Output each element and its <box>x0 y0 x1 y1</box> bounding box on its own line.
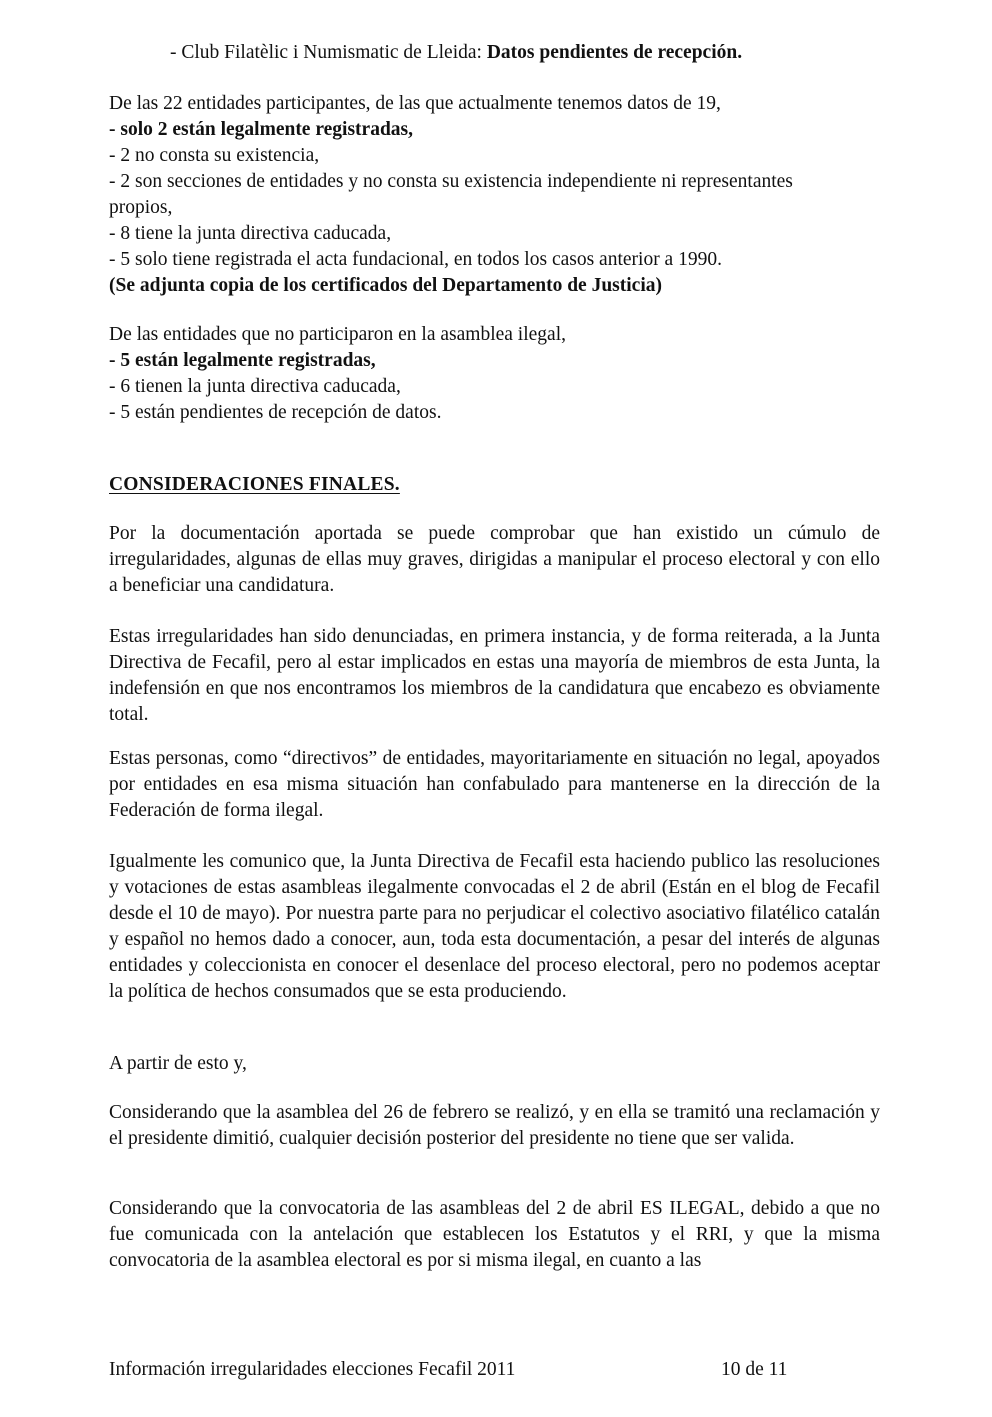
paragraph: Considerando que la convocatoria de las asambleas del 2 de abril ES ILEGAL, debido a que no fue comunicada con la antelación que establecen los Estatutos y el RRI, y que la misma convocatoria de la asamblea electoral es por si misma ilegal, en cuanto a las <box>109 1198 880 1271</box>
section1-note: (Se adjunta copia de los certificados del Departamento de Justicia) <box>109 275 662 296</box>
section1-item: - 2 no consta su existencia, <box>109 145 320 166</box>
section1-item: - 8 tiene la junta directiva caducada, <box>109 223 392 244</box>
section1-intro: De las 22 entidades participantes, de las que actualmente tenemos datos de 19, <box>109 93 721 114</box>
top-line-prefix: - Club Filatèlic i Numismatic de Lleida: <box>170 42 487 63</box>
paragraph: Estas irregularidades han sido denunciadas, en primera instancia, y de forma reiterada, a la Junta Directiva de Fecafil, pero al estar implicados en estas una mayoría de miembros de esta Junta, la indefensión en que nos encontramos los miembros de la candidatura que encabezo es obviamente total. <box>109 626 880 725</box>
paragraph: Por la documentación aportada se puede comprobar que han existido un cúmulo de irregularidades, algunas de ellas muy graves, dirigidas a manipular el proceso electoral y con ello a beneficiar una candidatura. <box>109 523 880 596</box>
section2-bold-item: - 5 están legalmente registradas, <box>109 350 376 371</box>
section1-item: - 2 son secciones de entidades y no consta su existencia independiente ni representantes <box>109 171 793 192</box>
top-line <box>170 40 742 66</box>
section-heading: CONSIDERACIONES FINALES. <box>109 474 400 495</box>
top-line-bold: Datos pendientes de recepción. <box>486 42 743 63</box>
paragraph: Igualmente les comunico que, la Junta Directiva de Fecafil esta haciendo publico las resoluciones y votaciones de estas asambleas ilegalmente convocadas el 2 de abril (Están en el blog de Fecafil desde el 10 de mayo). Por nuestra parte para no perjudicar el colectivo asociativo filatélico catalán y español no hemos dado a conocer, aun, toda esta documentación, a pesar del interés de algunas entidades y coleccionista en conocer el desenlace del proceso electoral, pero no podemos aceptar la política de hechos consumados que se esta produciendo. <box>109 851 880 1002</box>
section1-item: propios, <box>109 197 173 218</box>
section1-item: - 5 solo tiene registrada el acta fundacional, en todos los casos anterior a 1990. <box>109 249 722 270</box>
section2-item: - 6 tienen la junta directiva caducada, <box>109 376 401 397</box>
footer-title: Información irregularidades elecciones Fecafil 2011 <box>109 1359 516 1380</box>
paragraph: Considerando que la asamblea del 26 de febrero se realizó, y en ella se tramitó una reclamación y el presidente dimitió, cualquier decisión posterior del presidente no tiene que ser valida. <box>109 1102 880 1149</box>
section2-intro: De las entidades que no participaron en la asamblea ilegal, <box>109 324 566 345</box>
paragraph: A partir de esto y, <box>109 1053 247 1074</box>
footer-page-number: 10 de 11 <box>721 1359 788 1380</box>
paragraph: Estas personas, como “directivos” de entidades, mayoritariamente en situación no legal, apoyados por entidades en esa misma situación han confabulado para mantenerse en la dirección de la Federación de forma ilegal. <box>109 748 880 821</box>
section2-item: - 5 están pendientes de recepción de datos. <box>109 402 442 423</box>
section1-bold-item: - solo 2 están legalmente registradas, <box>109 119 414 140</box>
